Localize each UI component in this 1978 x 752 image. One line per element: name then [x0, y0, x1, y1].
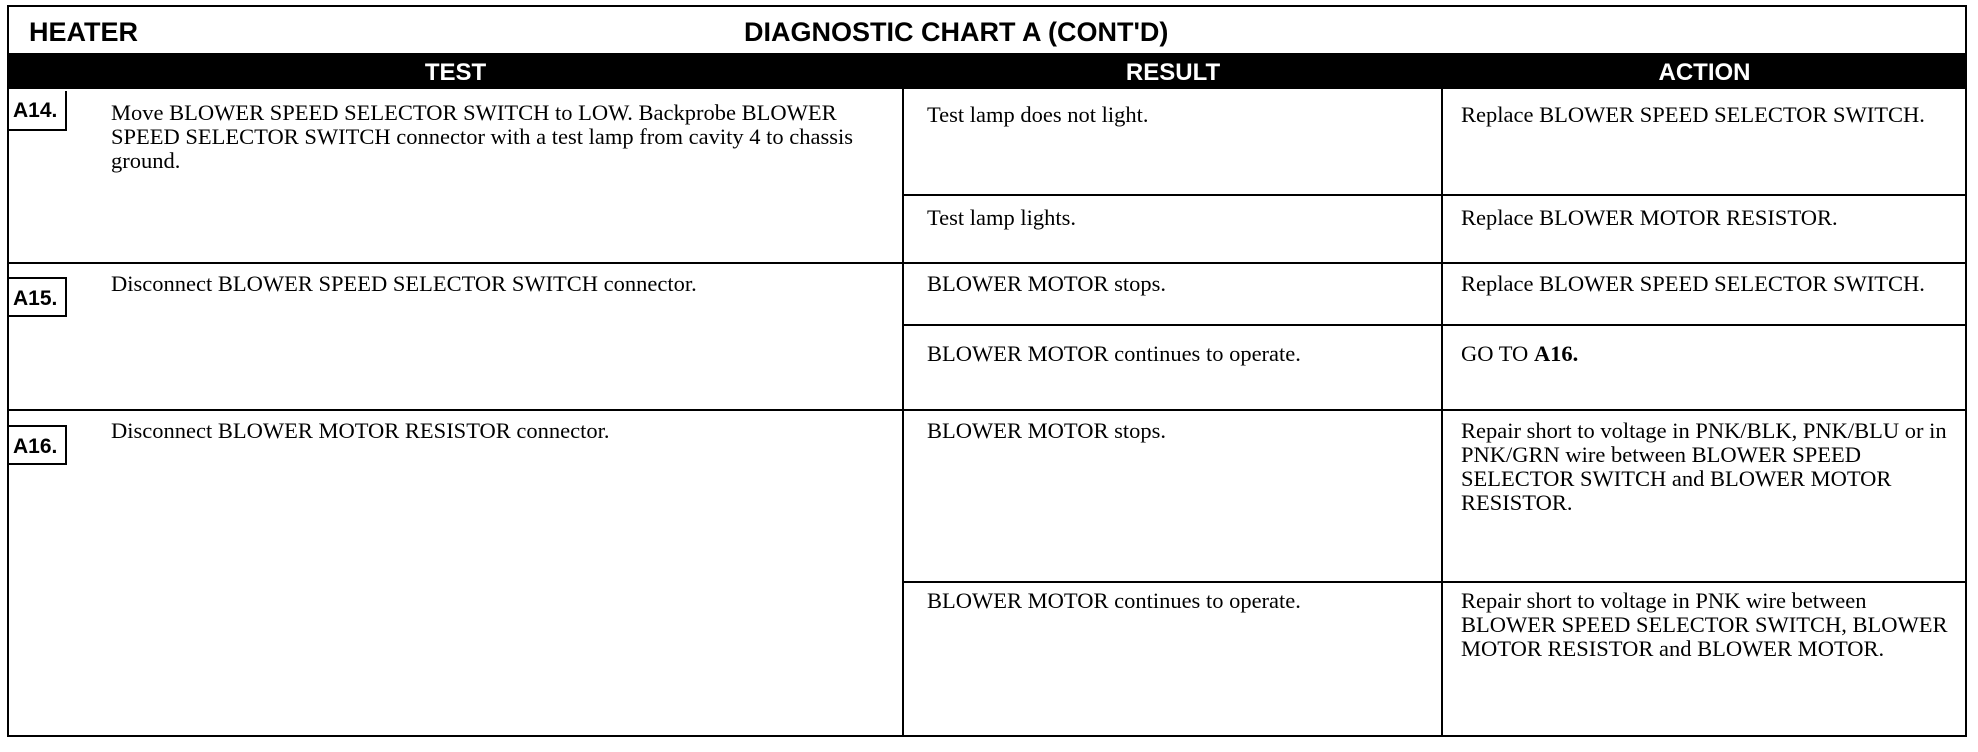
chart-title: DIAGNOSTIC CHART A (CONT'D): [744, 17, 1169, 47]
section-name: HEATER: [29, 17, 139, 47]
row-divider: [902, 194, 1965, 196]
step-label: A15.: [9, 277, 67, 317]
step-label: A14.: [9, 91, 67, 131]
action-text: Repair short to voltage in PNK/BLK, PNK/BLU or in PNK/GRN wire between BLOWER SPEED SELECTOR SWITCH and BLOWER MOTOR RESISTOR.: [1461, 418, 1947, 515]
column-header-row: [9, 55, 1965, 89]
test-instruction: Move BLOWER SPEED SELECTOR SWITCH to LOW. Backprobe BLOWER SPEED SELECTOR SWITCH connector with a test lamp from cavity 4 to chassis ground.: [111, 100, 853, 173]
action-text: Replace BLOWER MOTOR RESISTOR.: [1461, 205, 1838, 230]
test-instruction: Disconnect BLOWER SPEED SELECTOR SWITCH connector.: [111, 271, 697, 296]
column-header-action: ACTION: [1658, 59, 1751, 86]
column-divider: [1441, 89, 1443, 735]
step-label: A16.: [9, 425, 67, 465]
diagnostic-chart: [7, 5, 1967, 737]
row-divider: [9, 409, 1965, 411]
row-divider: [902, 324, 1965, 326]
chart-title-bar: [9, 7, 1965, 55]
action-text: [1461, 342, 1961, 366]
action-text: Repair short to voltage in PNK wire between BLOWER SPEED SELECTOR SWITCH, BLOWER MOTOR RESISTOR and BLOWER MOTOR.: [1461, 588, 1948, 661]
row-divider: [902, 581, 1965, 583]
result-text: BLOWER MOTOR stops.: [927, 271, 1166, 296]
row-divider: [9, 262, 1965, 264]
result-text: Test lamp does not light.: [927, 102, 1149, 127]
result-text: Test lamp lights.: [927, 205, 1077, 230]
result-text: BLOWER MOTOR continues to operate.: [927, 588, 1301, 613]
action-text: Replace BLOWER SPEED SELECTOR SWITCH.: [1461, 271, 1925, 296]
column-divider: [902, 89, 904, 735]
step-reference: A16.: [1533, 341, 1579, 366]
column-header-test: TEST: [424, 59, 487, 86]
action-text-prefix: GO TO: [1461, 341, 1534, 366]
result-text: BLOWER MOTOR stops.: [927, 418, 1166, 443]
action-text: Replace BLOWER SPEED SELECTOR SWITCH.: [1461, 102, 1925, 127]
column-header-result: RESULT: [1125, 59, 1221, 86]
test-instruction: Disconnect BLOWER MOTOR RESISTOR connector.: [111, 418, 610, 443]
result-text: BLOWER MOTOR continues to operate.: [927, 341, 1301, 366]
